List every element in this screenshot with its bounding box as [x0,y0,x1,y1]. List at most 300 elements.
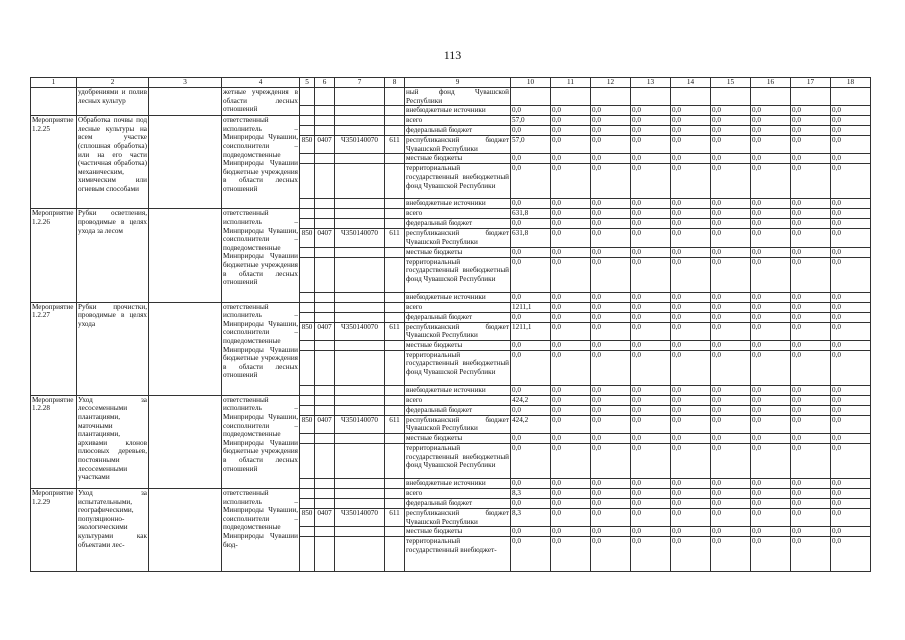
column-header: 16 [751,78,791,88]
amount-cell: 0,0 [551,199,591,209]
amount-cell: 0,0 [831,126,871,136]
amount-cell: 0,0 [511,537,551,572]
cell-empty [751,88,791,106]
cell-empty [300,106,315,116]
amount-cell: 0,0 [711,219,751,229]
continuation-executor-text: жетные учреждения в области лесных отношений [222,88,300,116]
section-code: 0407 [315,229,335,247]
cell-empty [300,498,315,508]
column-header: 5 [300,78,315,88]
amount-cell: 0,0 [511,106,551,116]
cell-empty [385,498,405,508]
amount-cell: 0,0 [791,527,831,537]
amount-cell: 0,0 [551,395,591,405]
cell-empty [335,433,385,443]
amount-cell: 0,0 [791,116,831,126]
measure-title: Уход за испытательными, географическими, популяционно-экологическими культурами как объектами лес- [77,488,149,571]
amount-cell: 0,0 [751,340,791,350]
amount-cell: 0,0 [591,405,631,415]
cell-empty [300,395,315,405]
amount-cell: 0,0 [511,478,551,488]
amount-cell: 0,0 [631,340,671,350]
amount-cell: 0,0 [831,209,871,219]
column-header: 17 [791,78,831,88]
cell-empty [335,385,385,395]
cell-empty [300,126,315,136]
amount-cell: 1211,1 [511,322,551,340]
cell-empty [385,405,405,415]
cell-empty [300,405,315,415]
amount-cell: 0,0 [791,385,831,395]
amount-cell: 0,0 [671,488,711,498]
amount-cell: 0,0 [711,164,751,199]
amount-cell: 0,0 [591,527,631,537]
amount-cell: 0,0 [631,443,671,478]
amount-cell: 0,0 [751,247,791,257]
amount-cell: 0,0 [631,433,671,443]
amount-cell: 0,0 [671,312,711,322]
amount-cell: 0,0 [631,385,671,395]
continuation-row [31,88,871,106]
cell-empty [385,312,405,322]
amount-cell: 631,8 [511,209,551,219]
cell-empty [335,405,385,415]
funding-source-label: всего [405,302,511,312]
cell-empty [315,385,335,395]
amount-cell: 0,0 [671,302,711,312]
amount-cell: 0,0 [631,154,671,164]
amount-cell: 0,0 [831,154,871,164]
amount-cell: 0,0 [591,385,631,395]
gov-code: 850 [300,322,315,340]
measure-executor: ответственный исполнитель – Минприроды Чувашии, соисполнители – подведомственные Минприроды Чувашии бюджетные учреждения в области лесных отношений [222,209,300,302]
continuation-work-text: удобрениями и полив лесных культур [77,88,149,116]
cell-empty [335,164,385,199]
amount-cell: 0,0 [551,498,591,508]
continuation-source-text: ный фонд Чувашской Республики [406,88,509,105]
amount-cell: 0,0 [631,292,671,302]
amount-cell: 0,0 [551,302,591,312]
amount-cell: 0,0 [831,257,871,292]
column-number-row [31,78,871,88]
amount-cell: 0,0 [751,106,791,116]
cell-empty [335,116,385,126]
amount-cell: 0,0 [711,350,751,385]
amount-cell: 0,0 [671,229,711,247]
section-code: 0407 [315,415,335,433]
amount-cell: 0,0 [671,433,711,443]
amount-cell: 0,0 [831,312,871,322]
amount-cell: 0,0 [631,488,671,498]
amount-cell: 0,0 [791,415,831,433]
amount-cell: 0,0 [751,257,791,292]
cell-empty [149,209,222,302]
cell-empty [315,88,335,106]
amount-cell: 0,0 [751,405,791,415]
amount-cell: 0,0 [751,433,791,443]
amount-cell: 0,0 [551,154,591,164]
cell-empty [315,126,335,136]
amount-cell: 0,0 [791,126,831,136]
amount-cell: 0,0 [791,488,831,498]
amount-cell: 0,0 [791,164,831,199]
amount-cell: 0,0 [511,405,551,415]
cell-empty [31,88,77,116]
amount-cell: 0,0 [831,478,871,488]
amount-cell: 0,0 [671,478,711,488]
amount-cell: 0,0 [791,478,831,488]
gov-code: 850 [300,415,315,433]
amount-cell: 0,0 [631,257,671,292]
funding-source-label: территориальный государственный внебюджетный фонд Чувашской Республики [405,350,511,385]
amount-cell: 0,0 [591,302,631,312]
funding-source-label: федеральный бюджет [405,498,511,508]
amount-cell: 0,0 [591,229,631,247]
funding-source-label: федеральный бюджет [405,312,511,322]
funding-row [31,302,871,312]
amount-cell: 0,0 [591,478,631,488]
cell-empty [335,302,385,312]
amount-cell: 0,0 [751,219,791,229]
cell-empty [335,106,385,116]
column-header: 2 [77,78,149,88]
target-article-code: Ч350140070 [335,229,385,247]
amount-cell: 0,0 [831,106,871,116]
amount-cell: 8,3 [511,508,551,526]
cell-empty [315,164,335,199]
amount-cell: 0,0 [551,257,591,292]
amount-cell: 0,0 [751,498,791,508]
amount-cell: 0,0 [671,527,711,537]
amount-cell: 0,0 [671,322,711,340]
amount-cell: 0,0 [591,322,631,340]
amount-cell: 0,0 [551,247,591,257]
cell-empty [385,302,405,312]
amount-cell: 0,0 [631,537,671,572]
amount-cell: 0,0 [711,433,751,443]
amount-cell: 0,0 [831,395,871,405]
funding-source-label: всего [405,116,511,126]
cell-empty [315,433,335,443]
cell-empty [300,209,315,219]
amount-cell: 0,0 [751,209,791,219]
amount-cell: 0,0 [511,247,551,257]
amount-cell: 0,0 [511,154,551,164]
cell-empty [300,199,315,209]
amount-cell: 0,0 [711,292,751,302]
cell-empty [300,488,315,498]
amount-cell: 0,0 [671,164,711,199]
cell-empty [315,247,335,257]
amount-cell: 0,0 [791,443,831,478]
amount-cell: 0,0 [591,415,631,433]
column-header: 3 [149,78,222,88]
cell-empty [335,395,385,405]
column-header: 4 [222,78,300,88]
funding-row [31,488,871,498]
amount-cell: 0,0 [831,385,871,395]
amount-cell: 0,0 [751,229,791,247]
cell-empty [315,154,335,164]
cell-empty [315,106,335,116]
cell-empty [335,527,385,537]
section-code: 0407 [315,136,335,154]
amount-cell: 0,0 [831,405,871,415]
amount-cell: 0,0 [511,443,551,478]
amount-cell: 0,0 [671,199,711,209]
cell-empty [335,350,385,385]
amount-cell: 0,0 [791,508,831,526]
amount-cell: 0,0 [551,488,591,498]
cell-empty [385,199,405,209]
amount-cell: 0,0 [591,154,631,164]
expense-type-code: 611 [385,508,405,526]
measure-title: Рубки осветления, проводимые в целях ухода за лесом [77,209,149,302]
cell-empty [385,219,405,229]
amount-cell: 0,0 [631,395,671,405]
amount-cell: 0,0 [831,488,871,498]
amount-cell: 0,0 [751,136,791,154]
amount-cell: 0,0 [751,508,791,526]
amount-cell: 0,0 [711,395,751,405]
column-header: 7 [335,78,385,88]
amount-cell: 0,0 [591,257,631,292]
cell-empty [315,350,335,385]
amount-cell: 0,0 [751,126,791,136]
amount-cell: 0,0 [751,312,791,322]
expense-type-code: 611 [385,415,405,433]
amount-cell: 0,0 [671,508,711,526]
cell-empty [315,537,335,572]
amount-cell: 0,0 [831,433,871,443]
amount-cell: 1211,1 [511,302,551,312]
amount-cell: 0,0 [791,302,831,312]
cell-empty [385,433,405,443]
amount-cell: 0,0 [591,537,631,572]
amount-cell: 0,0 [791,433,831,443]
amount-cell: 0,0 [671,154,711,164]
cell-empty [385,88,405,106]
amount-cell: 0,0 [791,199,831,209]
amount-cell: 0,0 [751,199,791,209]
cell-empty [300,164,315,199]
amount-cell: 0,0 [551,164,591,199]
funding-source-label: местные бюджеты [405,247,511,257]
amount-cell: 0,0 [791,209,831,219]
amount-cell: 0,0 [511,126,551,136]
cell-empty [315,219,335,229]
table-body [31,78,871,572]
cell-empty [671,88,711,106]
amount-cell: 0,0 [631,219,671,229]
measure-executor: ответственный исполнитель – Минприроды Чувашии, соисполнители – подведомственные Минприроды Чувашии бюджетные учреждения в области лесных отношений [222,395,300,488]
cell-empty [300,88,315,106]
cell-empty [300,302,315,312]
amount-cell: 0,0 [711,116,751,126]
funding-row [31,209,871,219]
amount-cell: 0,0 [791,106,831,116]
amount-cell: 0,0 [711,302,751,312]
expense-type-code: 611 [385,229,405,247]
amount-cell: 0,0 [511,164,551,199]
cell-empty [385,106,405,116]
funding-source-label: внебюджетные источники [405,106,511,116]
amount-cell: 0,0 [631,478,671,488]
amount-cell: 0,0 [631,302,671,312]
cell-empty [335,247,385,257]
cell-empty [315,443,335,478]
amount-cell: 0,0 [791,154,831,164]
amount-cell: 0,0 [751,322,791,340]
amount-cell: 0,0 [671,247,711,257]
amount-cell: 0,0 [711,537,751,572]
amount-cell: 0,0 [551,209,591,219]
amount-cell: 0,0 [591,350,631,385]
amount-cell: 0,0 [631,164,671,199]
funding-source-label: местные бюджеты [405,527,511,537]
amount-cell: 0,0 [591,219,631,229]
cell-empty [385,247,405,257]
amount-cell: 0,0 [711,126,751,136]
measure-title: Обработка почвы под лесные культуры на всем участке (сплошная обработка) или на его части (частичная обработка) механическим, химическим или огневым способами [77,116,149,209]
amount-cell: 0,0 [791,257,831,292]
amount-cell: 0,0 [751,527,791,537]
measure-executor: ответственный исполнитель – Минприроды Чувашии, соисполнители – подведомственные Минприроды Чувашии бюджетные учреждения в области лесных отношений [222,116,300,209]
cell-empty [631,88,671,106]
funding-source-label: республиканский бюджет Чувашской Республики [406,136,509,153]
amount-cell: 0,0 [791,498,831,508]
measure-number: Мероприятие 1.2.26 [31,209,77,302]
funding-source-label: местные бюджеты [405,433,511,443]
measure-executor: ответственный исполнитель – Минприроды Чувашии, соисполнители – подведомственные Минприроды Чувашии бюд- [222,488,300,571]
funding-source-label: внебюджетные источники [405,385,511,395]
column-header: 1 [31,78,77,88]
funding-source-label: внебюджетные источники [405,478,511,488]
cell-empty [315,478,335,488]
amount-cell: 0,0 [711,385,751,395]
column-header: 15 [711,78,751,88]
cell-empty [711,88,751,106]
funding-source-label: федеральный бюджет [405,405,511,415]
cell-empty [315,405,335,415]
amount-cell: 0,0 [511,219,551,229]
amount-cell: 0,0 [751,154,791,164]
amount-cell: 0,0 [551,312,591,322]
amount-cell: 0,0 [511,340,551,350]
amount-cell: 0,0 [831,136,871,154]
amount-cell: 0,0 [831,322,871,340]
amount-cell: 0,0 [511,199,551,209]
cell-empty [315,498,335,508]
amount-cell: 0,0 [671,136,711,154]
amount-cell: 0,0 [511,350,551,385]
measure-number: Мероприятие 1.2.25 [31,116,77,209]
measure-number: Мероприятие 1.2.29 [31,488,77,571]
amount-cell: 0,0 [551,219,591,229]
funding-row [31,395,871,405]
amount-cell: 0,0 [511,292,551,302]
cell-empty [335,443,385,478]
amount-cell: 0,0 [511,527,551,537]
cell-empty [300,292,315,302]
amount-cell: 0,0 [671,292,711,302]
amount-cell: 0,0 [591,312,631,322]
funding-source-label: внебюджетные источники [405,292,511,302]
amount-cell: 0,0 [671,498,711,508]
amount-cell: 0,0 [711,488,751,498]
cell-empty [385,443,405,478]
amount-cell: 0,0 [631,312,671,322]
amount-cell: 8,3 [511,488,551,498]
amount-cell: 0,0 [671,106,711,116]
amount-cell: 0,0 [791,312,831,322]
amount-cell: 0,0 [671,219,711,229]
amount-cell: 0,0 [711,257,751,292]
measure-title: Уход за лесосеменными плантациями, маточными плантациями, архивами клонов плюсовых деревьев, постоянными лесосеменными участками [77,395,149,488]
column-header: 8 [385,78,405,88]
cell-empty [149,395,222,488]
amount-cell: 0,0 [551,537,591,572]
amount-cell: 0,0 [711,247,751,257]
amount-cell: 0,0 [631,229,671,247]
cell-empty [300,312,315,322]
amount-cell: 0,0 [671,340,711,350]
amount-cell: 0,0 [591,488,631,498]
amount-cell: 0,0 [831,443,871,478]
amount-cell: 0,0 [711,478,751,488]
cell-empty [149,488,222,571]
amount-cell: 0,0 [671,116,711,126]
amount-cell: 0,0 [591,292,631,302]
column-header: 10 [511,78,551,88]
amount-cell: 0,0 [831,415,871,433]
amount-cell: 0,0 [591,395,631,405]
amount-cell: 424,2 [511,395,551,405]
amount-cell: 0,0 [831,116,871,126]
amount-cell: 0,0 [591,498,631,508]
cell-empty [385,395,405,405]
cell-empty [551,88,591,106]
amount-cell: 0,0 [791,292,831,302]
amount-cell: 0,0 [551,405,591,415]
cell-empty [385,209,405,219]
funding-source-label: территориальный государственный внебюджетный фонд Чувашской Республики [405,164,511,199]
amount-cell: 0,0 [831,247,871,257]
amount-cell: 0,0 [551,229,591,247]
amount-cell: 0,0 [671,126,711,136]
amount-cell: 0,0 [831,350,871,385]
cell-empty [831,88,871,106]
cell-empty [315,292,335,302]
target-article-code: Ч350140070 [335,136,385,154]
amount-cell: 0,0 [751,488,791,498]
funding-source-label: территориальный государственный внебюджет- [405,537,511,572]
cell-empty [335,199,385,209]
funding-row [31,116,871,126]
cell-empty [791,88,831,106]
amount-cell: 631,8 [511,229,551,247]
cell-empty [335,292,385,302]
amount-cell: 0,0 [551,116,591,126]
amount-cell: 0,0 [631,415,671,433]
amount-cell: 57,0 [511,116,551,126]
cell-empty [335,340,385,350]
amount-cell: 0,0 [711,106,751,116]
amount-cell: 0,0 [831,340,871,350]
amount-cell: 0,0 [631,247,671,257]
funding-source-label: республиканский бюджет Чувашской Республики [406,415,509,433]
cell-empty [149,302,222,395]
